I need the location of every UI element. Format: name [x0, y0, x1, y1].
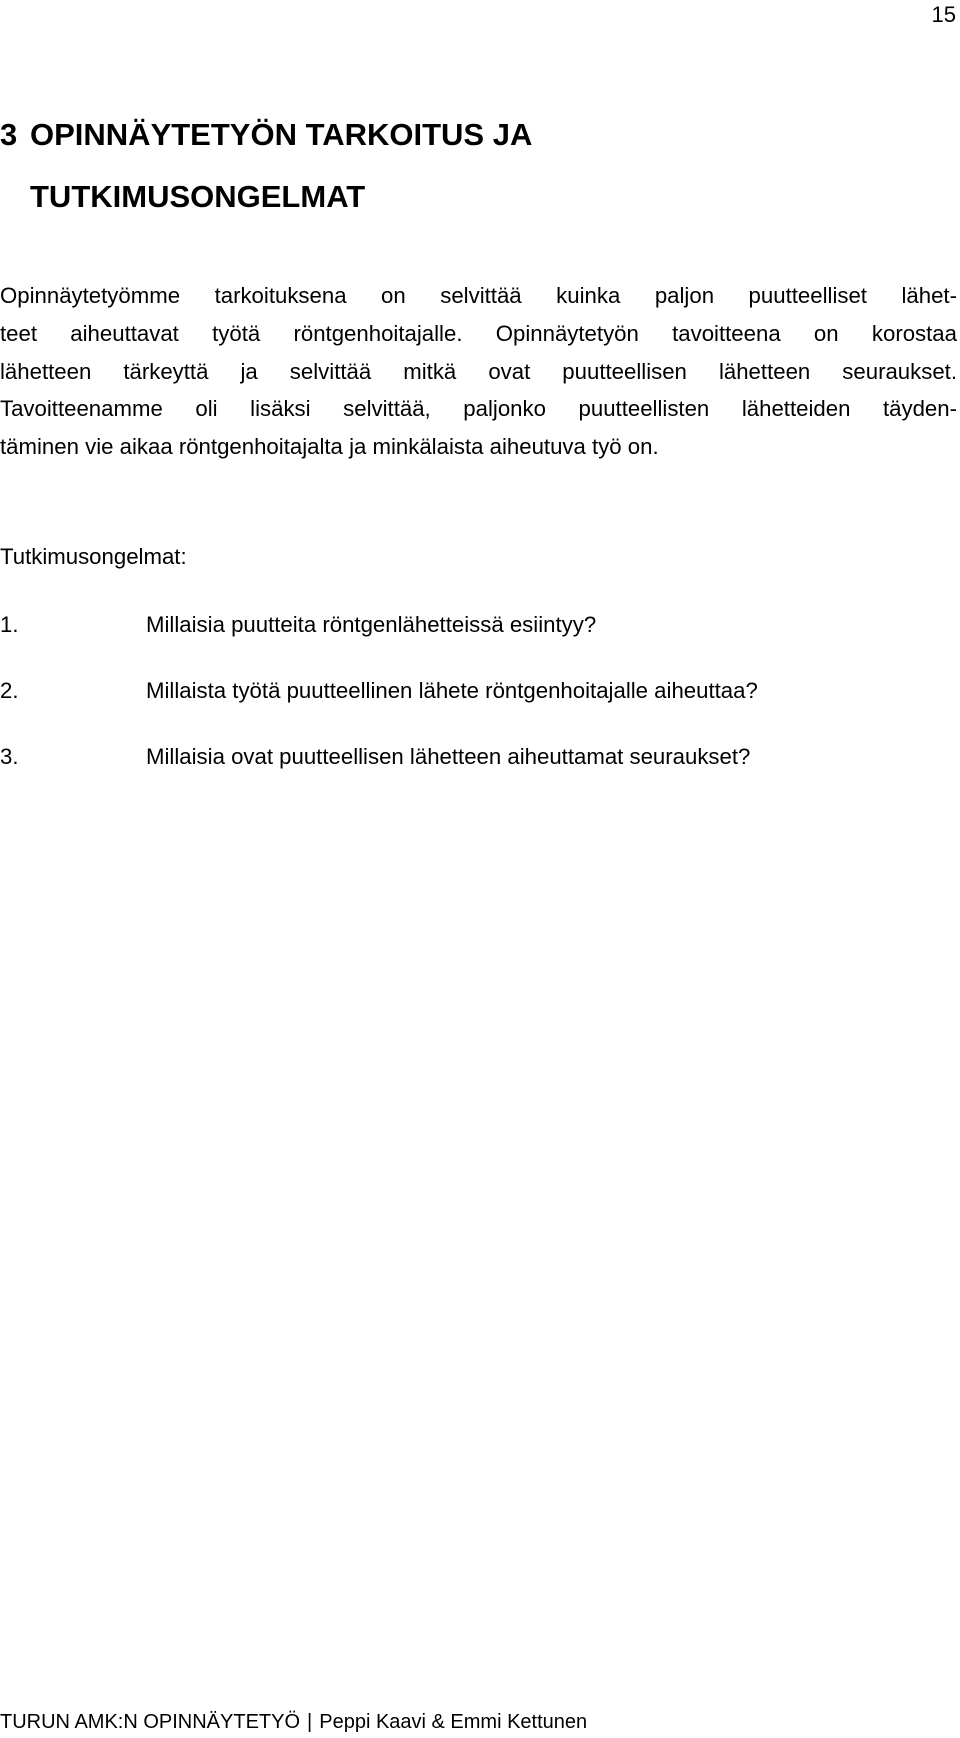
- chapter-heading: [0, 104, 960, 228]
- research-problems-label: Tutkimusongelmat:: [0, 544, 187, 569]
- list-item-index: 3.: [0, 744, 19, 769]
- chapter-title-part-2: TUTKIMUSONGELMAT: [30, 179, 366, 214]
- chapter-heading-line-1: [0, 104, 960, 166]
- list-item: [0, 738, 758, 804]
- list-item: [0, 606, 758, 672]
- research-problems-list: [0, 606, 758, 804]
- chapter-title-part-1: OPINNÄYTETYÖN TARKOITUS JA: [30, 117, 533, 152]
- list-item-text: Millaista työtä puutteellinen lähete röntgenhoitajalle aiheuttaa?: [146, 678, 758, 703]
- paragraph-line: teet aiheuttavat työtä röntgenhoitajalle. Opinnäytetyön tavoitteena on korostaa: [0, 320, 957, 346]
- list-item-text: Millaisia ovat puutteellisen lähetteen aiheuttamat seuraukset?: [146, 744, 751, 769]
- footer-authors: Peppi Kaavi & Emmi Kettunen: [319, 1711, 588, 1733]
- paragraph-line: Tavoitteenamme oli lisäksi selvittää, paljonko puutteellisten lähetteiden täyden-: [0, 396, 957, 422]
- paragraph-line: Opinnäytetyömme tarkoituksena on selvittää kuinka paljon puutteelliset lähet-: [0, 283, 957, 308]
- body-paragraph: [0, 277, 957, 466]
- list-item-text: Millaisia puutteita röntgenlähetteissä esiintyy?: [146, 612, 597, 637]
- list-item: [0, 672, 758, 738]
- page-number: 15: [931, 2, 956, 27]
- footer-separator: |: [307, 1711, 313, 1733]
- paragraph-line: lähetteen tärkeyttä ja selvittää mitkä ovat puutteellisen lähetteen seuraukset.: [0, 358, 957, 384]
- chapter-number: 3: [0, 117, 18, 152]
- list-item-index: 2.: [0, 678, 19, 703]
- page-footer: [0, 1710, 587, 1734]
- list-item-index: 1.: [0, 612, 19, 637]
- footer-institution: TURUN AMK:N OPINNÄYTETYÖ: [0, 1711, 301, 1733]
- paragraph-line: täminen vie aikaa röntgenhoitajalta ja minkälaista aiheutuva työ on.: [0, 434, 659, 460]
